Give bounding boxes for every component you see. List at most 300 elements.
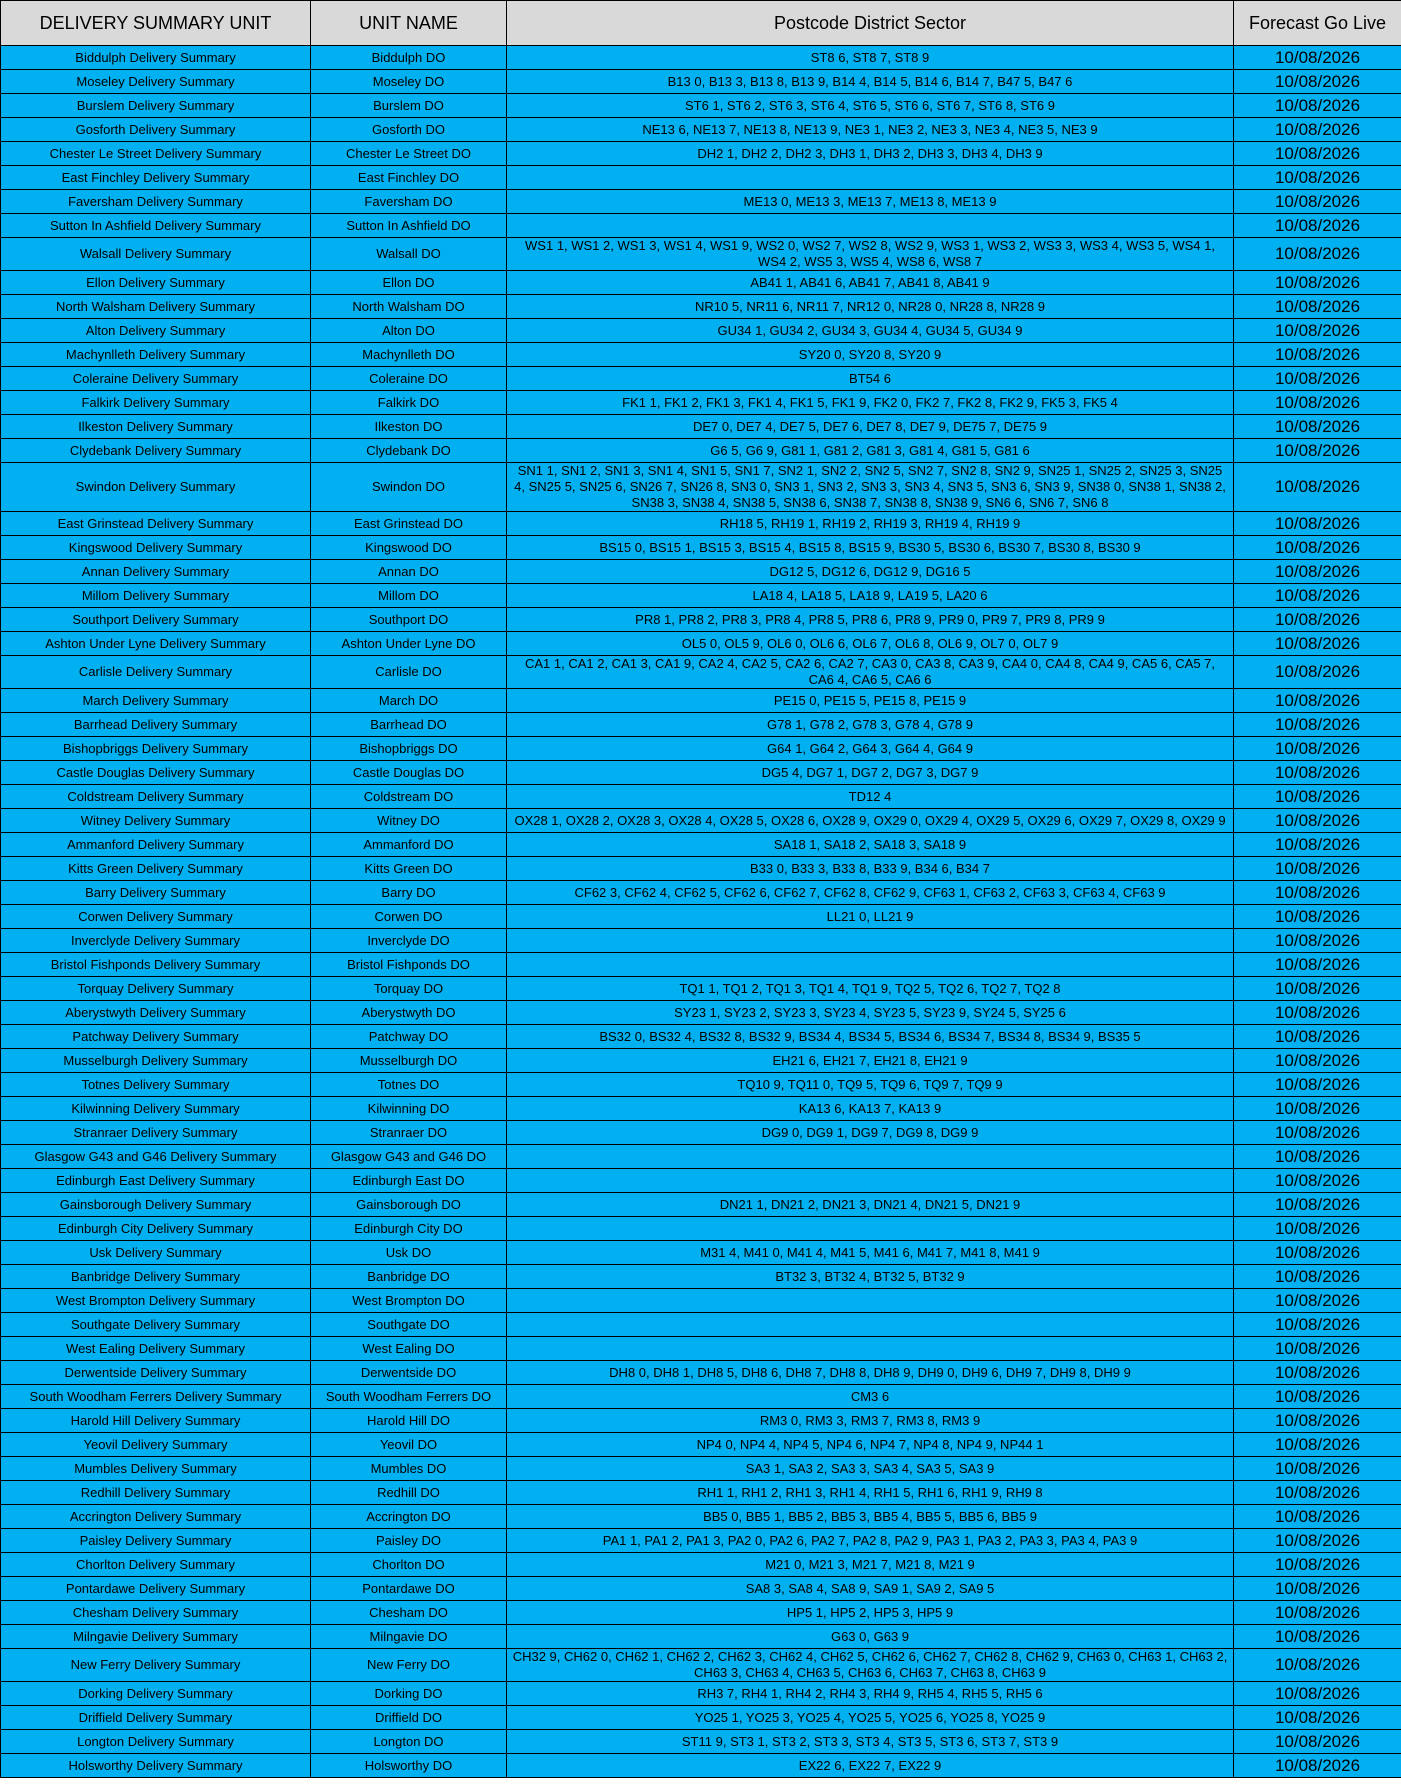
unit-name-cell: Chesham DO bbox=[311, 1601, 507, 1625]
forecast-go-live-cell: 10/08/2026 bbox=[1234, 1409, 1401, 1433]
postcode-sector-cell: BS15 0, BS15 1, BS15 3, BS15 4, BS15 8, BS15 9, BS30 5, BS30 6, BS30 7, BS30 8, BS30 9 bbox=[507, 536, 1234, 560]
postcode-sector-cell: RH18 5, RH19 1, RH19 2, RH19 3, RH19 4, RH19 9 bbox=[507, 512, 1234, 536]
delivery-summary-unit-cell: Kilwinning Delivery Summary bbox=[1, 1097, 311, 1121]
table-row bbox=[1, 118, 1401, 142]
forecast-go-live-cell: 10/08/2026 bbox=[1234, 319, 1401, 343]
forecast-go-live-cell: 10/08/2026 bbox=[1234, 905, 1401, 929]
postcode-sector-cell: NR10 5, NR11 6, NR11 7, NR12 0, NR28 0, NR28 8, NR28 9 bbox=[507, 295, 1234, 319]
postcode-sector-cell: ST8 6, ST8 7, ST8 9 bbox=[507, 46, 1234, 70]
table-row bbox=[1, 214, 1401, 238]
delivery-summary-unit-cell: Mumbles Delivery Summary bbox=[1, 1457, 311, 1481]
forecast-go-live-cell: 10/08/2026 bbox=[1234, 1706, 1401, 1730]
table-row bbox=[1, 70, 1401, 94]
forecast-go-live-cell: 10/08/2026 bbox=[1234, 560, 1401, 584]
postcode-sector-cell bbox=[507, 166, 1234, 190]
table-row bbox=[1, 1361, 1401, 1385]
header-forecast-go-live: Forecast Go Live bbox=[1234, 1, 1401, 46]
delivery-summary-unit-cell: Driffield Delivery Summary bbox=[1, 1706, 311, 1730]
table-row bbox=[1, 857, 1401, 881]
unit-name-cell: Moseley DO bbox=[311, 70, 507, 94]
unit-name-cell: East Grinstead DO bbox=[311, 512, 507, 536]
delivery-summary-unit-cell: Biddulph Delivery Summary bbox=[1, 46, 311, 70]
postcode-sector-cell: TD12 4 bbox=[507, 785, 1234, 809]
forecast-go-live-cell: 10/08/2026 bbox=[1234, 46, 1401, 70]
unit-name-cell: North Walsham DO bbox=[311, 295, 507, 319]
delivery-summary-unit-cell: Chorlton Delivery Summary bbox=[1, 1553, 311, 1577]
unit-name-cell: Usk DO bbox=[311, 1241, 507, 1265]
unit-name-cell: Southgate DO bbox=[311, 1313, 507, 1337]
delivery-summary-unit-cell: March Delivery Summary bbox=[1, 689, 311, 713]
forecast-go-live-cell: 10/08/2026 bbox=[1234, 1682, 1401, 1706]
forecast-go-live-cell: 10/08/2026 bbox=[1234, 166, 1401, 190]
delivery-summary-unit-cell: Accrington Delivery Summary bbox=[1, 1505, 311, 1529]
unit-name-cell: Chorlton DO bbox=[311, 1553, 507, 1577]
forecast-go-live-cell: 10/08/2026 bbox=[1234, 1754, 1401, 1778]
postcode-sector-cell: RM3 0, RM3 3, RM3 7, RM3 8, RM3 9 bbox=[507, 1409, 1234, 1433]
forecast-go-live-cell: 10/08/2026 bbox=[1234, 1097, 1401, 1121]
unit-name-cell: Mumbles DO bbox=[311, 1457, 507, 1481]
postcode-sector-cell: OL5 0, OL5 9, OL6 0, OL6 6, OL6 7, OL6 8, OL6 9, OL7 0, OL7 9 bbox=[507, 632, 1234, 656]
table-row bbox=[1, 1337, 1401, 1361]
table-row bbox=[1, 689, 1401, 713]
postcode-sector-cell bbox=[507, 1337, 1234, 1361]
delivery-summary-unit-cell: Paisley Delivery Summary bbox=[1, 1529, 311, 1553]
postcode-sector-cell: DG12 5, DG12 6, DG12 9, DG16 5 bbox=[507, 560, 1234, 584]
unit-name-cell: Barry DO bbox=[311, 881, 507, 905]
postcode-sector-cell: KA13 6, KA13 7, KA13 9 bbox=[507, 1097, 1234, 1121]
postcode-sector-cell: NP4 0, NP4 4, NP4 5, NP4 6, NP4 7, NP4 8, NP4 9, NP44 1 bbox=[507, 1433, 1234, 1457]
forecast-go-live-cell: 10/08/2026 bbox=[1234, 1505, 1401, 1529]
table-row bbox=[1, 367, 1401, 391]
delivery-summary-unit-cell: Southgate Delivery Summary bbox=[1, 1313, 311, 1337]
postcode-sector-cell: BT32 3, BT32 4, BT32 5, BT32 9 bbox=[507, 1265, 1234, 1289]
forecast-go-live-cell: 10/08/2026 bbox=[1234, 1169, 1401, 1193]
unit-name-cell: Bristol Fishponds DO bbox=[311, 953, 507, 977]
table-row bbox=[1, 1169, 1401, 1193]
table-row bbox=[1, 1505, 1401, 1529]
table-row bbox=[1, 584, 1401, 608]
postcode-sector-cell bbox=[507, 1169, 1234, 1193]
unit-name-cell: Musselburgh DO bbox=[311, 1049, 507, 1073]
unit-name-cell: Castle Douglas DO bbox=[311, 761, 507, 785]
forecast-go-live-cell: 10/08/2026 bbox=[1234, 1553, 1401, 1577]
table-row bbox=[1, 1601, 1401, 1625]
unit-name-cell: Edinburgh City DO bbox=[311, 1217, 507, 1241]
delivery-summary-unit-cell: Banbridge Delivery Summary bbox=[1, 1265, 311, 1289]
postcode-sector-cell: TQ1 1, TQ1 2, TQ1 3, TQ1 4, TQ1 9, TQ2 5, TQ2 6, TQ2 7, TQ2 8 bbox=[507, 977, 1234, 1001]
delivery-summary-unit-cell: Faversham Delivery Summary bbox=[1, 190, 311, 214]
delivery-summary-unit-cell: Sutton In Ashfield Delivery Summary bbox=[1, 214, 311, 238]
table-row bbox=[1, 1730, 1401, 1754]
unit-name-cell: Redhill DO bbox=[311, 1481, 507, 1505]
forecast-go-live-cell: 10/08/2026 bbox=[1234, 857, 1401, 881]
delivery-summary-unit-cell: Millom Delivery Summary bbox=[1, 584, 311, 608]
unit-name-cell: Longton DO bbox=[311, 1730, 507, 1754]
postcode-sector-cell: G78 1, G78 2, G78 3, G78 4, G78 9 bbox=[507, 713, 1234, 737]
table-row bbox=[1, 1682, 1401, 1706]
unit-name-cell: Carlisle DO bbox=[311, 656, 507, 689]
unit-name-cell: Corwen DO bbox=[311, 905, 507, 929]
delivery-summary-unit-cell: Burslem Delivery Summary bbox=[1, 94, 311, 118]
unit-name-cell: Yeovil DO bbox=[311, 1433, 507, 1457]
unit-name-cell: Annan DO bbox=[311, 560, 507, 584]
forecast-go-live-cell: 10/08/2026 bbox=[1234, 415, 1401, 439]
delivery-summary-unit-cell: Moseley Delivery Summary bbox=[1, 70, 311, 94]
unit-name-cell: Aberystwyth DO bbox=[311, 1001, 507, 1025]
delivery-summary-unit-cell: Castle Douglas Delivery Summary bbox=[1, 761, 311, 785]
delivery-summary-unit-cell: Barrhead Delivery Summary bbox=[1, 713, 311, 737]
delivery-summary-unit-cell: Holsworthy Delivery Summary bbox=[1, 1754, 311, 1778]
unit-name-cell: Kingswood DO bbox=[311, 536, 507, 560]
forecast-go-live-cell: 10/08/2026 bbox=[1234, 632, 1401, 656]
forecast-go-live-cell: 10/08/2026 bbox=[1234, 929, 1401, 953]
delivery-summary-unit-cell: Southport Delivery Summary bbox=[1, 608, 311, 632]
delivery-summary-unit-cell: Ammanford Delivery Summary bbox=[1, 833, 311, 857]
delivery-summary-unit-cell: Annan Delivery Summary bbox=[1, 560, 311, 584]
unit-name-cell: Pontardawe DO bbox=[311, 1577, 507, 1601]
forecast-go-live-cell: 10/08/2026 bbox=[1234, 608, 1401, 632]
table-row bbox=[1, 1553, 1401, 1577]
unit-name-cell: Paisley DO bbox=[311, 1529, 507, 1553]
delivery-summary-unit-cell: Torquay Delivery Summary bbox=[1, 977, 311, 1001]
postcode-sector-cell: CM3 6 bbox=[507, 1385, 1234, 1409]
forecast-go-live-cell: 10/08/2026 bbox=[1234, 142, 1401, 166]
postcode-sector-cell: FK1 1, FK1 2, FK1 3, FK1 4, FK1 5, FK1 9, FK2 0, FK2 7, FK2 8, FK2 9, FK5 3, FK5 4 bbox=[507, 391, 1234, 415]
forecast-go-live-cell: 10/08/2026 bbox=[1234, 1289, 1401, 1313]
unit-name-cell: West Brompton DO bbox=[311, 1289, 507, 1313]
postcode-sector-cell: SN1 1, SN1 2, SN1 3, SN1 4, SN1 5, SN1 7, SN2 1, SN2 2, SN2 5, SN2 7, SN2 8, SN2 9, SN25 1, SN25 2, SN25 3, SN25 4, SN25 5, SN25 6, SN26 7, SN26 8, SN3 0, SN3 1, SN3 2, SN3 3, SN3 4, SN3 5, SN3 6, SN3 9, SN38 0, SN38 1, SN38 2, SN38 3, SN38 4, SN38 5, SN38 6, SN38 7, SN38 8, SN38 9, SN6 6, SN6 7, SN6 8 bbox=[507, 463, 1234, 512]
unit-name-cell: Holsworthy DO bbox=[311, 1754, 507, 1778]
postcode-sector-cell: LA18 4, LA18 5, LA18 9, LA19 5, LA20 6 bbox=[507, 584, 1234, 608]
postcode-sector-cell bbox=[507, 1217, 1234, 1241]
unit-name-cell: Totnes DO bbox=[311, 1073, 507, 1097]
table-row bbox=[1, 785, 1401, 809]
table-row bbox=[1, 1457, 1401, 1481]
unit-name-cell: Edinburgh East DO bbox=[311, 1169, 507, 1193]
postcode-sector-cell: B33 0, B33 3, B33 8, B33 9, B34 6, B34 7 bbox=[507, 857, 1234, 881]
unit-name-cell: New Ferry DO bbox=[311, 1649, 507, 1682]
forecast-go-live-cell: 10/08/2026 bbox=[1234, 1145, 1401, 1169]
forecast-go-live-cell: 10/08/2026 bbox=[1234, 656, 1401, 689]
delivery-summary-unit-cell: Alton Delivery Summary bbox=[1, 319, 311, 343]
unit-name-cell: Alton DO bbox=[311, 319, 507, 343]
unit-name-cell: Sutton In Ashfield DO bbox=[311, 214, 507, 238]
forecast-go-live-cell: 10/08/2026 bbox=[1234, 881, 1401, 905]
postcode-sector-cell: M31 4, M41 0, M41 4, M41 5, M41 6, M41 7, M41 8, M41 9 bbox=[507, 1241, 1234, 1265]
delivery-summary-unit-cell: Swindon Delivery Summary bbox=[1, 463, 311, 512]
table-row bbox=[1, 1049, 1401, 1073]
forecast-go-live-cell: 10/08/2026 bbox=[1234, 367, 1401, 391]
delivery-summary-unit-cell: Totnes Delivery Summary bbox=[1, 1073, 311, 1097]
delivery-summary-unit-cell: Pontardawe Delivery Summary bbox=[1, 1577, 311, 1601]
forecast-go-live-cell: 10/08/2026 bbox=[1234, 1217, 1401, 1241]
unit-name-cell: Inverclyde DO bbox=[311, 929, 507, 953]
postcode-sector-cell: DH2 1, DH2 2, DH2 3, DH3 1, DH3 2, DH3 3, DH3 4, DH3 9 bbox=[507, 142, 1234, 166]
delivery-summary-unit-cell: Edinburgh City Delivery Summary bbox=[1, 1217, 311, 1241]
forecast-go-live-cell: 10/08/2026 bbox=[1234, 1481, 1401, 1505]
table-row bbox=[1, 1217, 1401, 1241]
postcode-sector-cell: G64 1, G64 2, G64 3, G64 4, G64 9 bbox=[507, 737, 1234, 761]
header-unit-name: UNIT NAME bbox=[311, 1, 507, 46]
forecast-go-live-cell: 10/08/2026 bbox=[1234, 1433, 1401, 1457]
table-row bbox=[1, 166, 1401, 190]
unit-name-cell: Torquay DO bbox=[311, 977, 507, 1001]
table-row bbox=[1, 632, 1401, 656]
table-row bbox=[1, 560, 1401, 584]
unit-name-cell: Coleraine DO bbox=[311, 367, 507, 391]
delivery-summary-unit-cell: Ellon Delivery Summary bbox=[1, 271, 311, 295]
forecast-go-live-cell: 10/08/2026 bbox=[1234, 295, 1401, 319]
table-row bbox=[1, 1193, 1401, 1217]
postcode-sector-cell: OX28 1, OX28 2, OX28 3, OX28 4, OX28 5, OX28 6, OX28 9, OX29 0, OX29 4, OX29 5, OX29 6, OX29 7, OX29 8, OX29 9 bbox=[507, 809, 1234, 833]
delivery-summary-unit-cell: New Ferry Delivery Summary bbox=[1, 1649, 311, 1682]
delivery-summary-unit-cell: Redhill Delivery Summary bbox=[1, 1481, 311, 1505]
unit-name-cell: Machynlleth DO bbox=[311, 343, 507, 367]
postcode-sector-cell: DG5 4, DG7 1, DG7 2, DG7 3, DG7 9 bbox=[507, 761, 1234, 785]
delivery-summary-unit-cell: North Walsham Delivery Summary bbox=[1, 295, 311, 319]
forecast-go-live-cell: 10/08/2026 bbox=[1234, 1730, 1401, 1754]
unit-name-cell: Patchway DO bbox=[311, 1025, 507, 1049]
table-row bbox=[1, 295, 1401, 319]
postcode-sector-cell: GU34 1, GU34 2, GU34 3, GU34 4, GU34 5, GU34 9 bbox=[507, 319, 1234, 343]
table-row bbox=[1, 1145, 1401, 1169]
postcode-sector-cell: RH3 7, RH4 1, RH4 2, RH4 3, RH4 9, RH5 4, RH5 5, RH5 6 bbox=[507, 1682, 1234, 1706]
table-row bbox=[1, 761, 1401, 785]
postcode-sector-cell: AB41 1, AB41 6, AB41 7, AB41 8, AB41 9 bbox=[507, 271, 1234, 295]
delivery-summary-unit-cell: Glasgow G43 and G46 Delivery Summary bbox=[1, 1145, 311, 1169]
forecast-go-live-cell: 10/08/2026 bbox=[1234, 833, 1401, 857]
postcode-sector-cell: WS1 1, WS1 2, WS1 3, WS1 4, WS1 9, WS2 0, WS2 7, WS2 8, WS2 9, WS3 1, WS3 2, WS3 3, WS3 4, WS3 5, WS4 1, WS4 2, WS5 3, WS5 4, WS8 6, WS8 7 bbox=[507, 238, 1234, 271]
delivery-summary-unit-cell: Machynlleth Delivery Summary bbox=[1, 343, 311, 367]
forecast-go-live-cell: 10/08/2026 bbox=[1234, 1001, 1401, 1025]
table-body bbox=[1, 46, 1401, 1778]
forecast-go-live-cell: 10/08/2026 bbox=[1234, 1577, 1401, 1601]
table-row bbox=[1, 1097, 1401, 1121]
postcode-sector-cell: ME13 0, ME13 3, ME13 7, ME13 8, ME13 9 bbox=[507, 190, 1234, 214]
postcode-sector-cell: SA8 3, SA8 4, SA8 9, SA9 1, SA9 2, SA9 5 bbox=[507, 1577, 1234, 1601]
table-row bbox=[1, 1241, 1401, 1265]
forecast-go-live-cell: 10/08/2026 bbox=[1234, 238, 1401, 271]
header-row bbox=[1, 1, 1401, 46]
delivery-summary-unit-cell: Harold Hill Delivery Summary bbox=[1, 1409, 311, 1433]
forecast-go-live-cell: 10/08/2026 bbox=[1234, 761, 1401, 785]
unit-name-cell: West Ealing DO bbox=[311, 1337, 507, 1361]
forecast-go-live-cell: 10/08/2026 bbox=[1234, 1361, 1401, 1385]
forecast-go-live-cell: 10/08/2026 bbox=[1234, 1625, 1401, 1649]
delivery-summary-unit-cell: East Finchley Delivery Summary bbox=[1, 166, 311, 190]
table-row bbox=[1, 1121, 1401, 1145]
table-row bbox=[1, 238, 1401, 271]
postcode-sector-cell: BT54 6 bbox=[507, 367, 1234, 391]
table-row bbox=[1, 271, 1401, 295]
table-row bbox=[1, 319, 1401, 343]
delivery-summary-unit-cell: Gosforth Delivery Summary bbox=[1, 118, 311, 142]
delivery-summary-unit-cell: Kingswood Delivery Summary bbox=[1, 536, 311, 560]
forecast-go-live-cell: 10/08/2026 bbox=[1234, 1337, 1401, 1361]
unit-name-cell: Kilwinning DO bbox=[311, 1097, 507, 1121]
forecast-go-live-cell: 10/08/2026 bbox=[1234, 1265, 1401, 1289]
postcode-sector-cell: YO25 1, YO25 3, YO25 4, YO25 5, YO25 6, YO25 8, YO25 9 bbox=[507, 1706, 1234, 1730]
table-row bbox=[1, 1529, 1401, 1553]
forecast-go-live-cell: 10/08/2026 bbox=[1234, 94, 1401, 118]
forecast-go-live-cell: 10/08/2026 bbox=[1234, 190, 1401, 214]
table-row bbox=[1, 190, 1401, 214]
forecast-go-live-cell: 10/08/2026 bbox=[1234, 785, 1401, 809]
postcode-sector-cell: CA1 1, CA1 2, CA1 3, CA1 9, CA2 4, CA2 5, CA2 6, CA2 7, CA3 0, CA3 8, CA3 9, CA4 0, CA4 8, CA4 9, CA5 6, CA5 7, CA6 4, CA6 5, CA6 6 bbox=[507, 656, 1234, 689]
forecast-go-live-cell: 10/08/2026 bbox=[1234, 689, 1401, 713]
delivery-summary-unit-cell: Gainsborough Delivery Summary bbox=[1, 1193, 311, 1217]
table-row bbox=[1, 833, 1401, 857]
delivery-summary-unit-cell: Walsall Delivery Summary bbox=[1, 238, 311, 271]
delivery-summary-unit-cell: Witney Delivery Summary bbox=[1, 809, 311, 833]
postcode-sector-cell: EX22 6, EX22 7, EX22 9 bbox=[507, 1754, 1234, 1778]
unit-name-cell: Swindon DO bbox=[311, 463, 507, 512]
table-row bbox=[1, 953, 1401, 977]
postcode-sector-cell: EH21 6, EH21 7, EH21 8, EH21 9 bbox=[507, 1049, 1234, 1073]
unit-name-cell: Accrington DO bbox=[311, 1505, 507, 1529]
forecast-go-live-cell: 10/08/2026 bbox=[1234, 463, 1401, 512]
postcode-sector-cell: G6 5, G6 9, G81 1, G81 2, G81 3, G81 4, G81 5, G81 6 bbox=[507, 439, 1234, 463]
table-row bbox=[1, 1025, 1401, 1049]
forecast-go-live-cell: 10/08/2026 bbox=[1234, 1529, 1401, 1553]
postcode-sector-cell: BB5 0, BB5 1, BB5 2, BB5 3, BB5 4, BB5 5, BB5 6, BB5 9 bbox=[507, 1505, 1234, 1529]
table-row bbox=[1, 1001, 1401, 1025]
postcode-sector-cell: DG9 0, DG9 1, DG9 7, DG9 8, DG9 9 bbox=[507, 1121, 1234, 1145]
table-row bbox=[1, 1385, 1401, 1409]
postcode-sector-cell bbox=[507, 214, 1234, 238]
forecast-go-live-cell: 10/08/2026 bbox=[1234, 70, 1401, 94]
postcode-sector-cell: CF62 3, CF62 4, CF62 5, CF62 6, CF62 7, CF62 8, CF62 9, CF63 1, CF63 2, CF63 3, CF63 4, CF63 9 bbox=[507, 881, 1234, 905]
forecast-go-live-cell: 10/08/2026 bbox=[1234, 1193, 1401, 1217]
forecast-go-live-cell: 10/08/2026 bbox=[1234, 1241, 1401, 1265]
delivery-summary-unit-cell: Falkirk Delivery Summary bbox=[1, 391, 311, 415]
forecast-go-live-cell: 10/08/2026 bbox=[1234, 391, 1401, 415]
forecast-go-live-cell: 10/08/2026 bbox=[1234, 536, 1401, 560]
postcode-sector-cell: PA1 1, PA1 2, PA1 3, PA2 0, PA2 6, PA2 7, PA2 8, PA2 9, PA3 1, PA3 2, PA3 3, PA3 4, PA3 9 bbox=[507, 1529, 1234, 1553]
unit-name-cell: Witney DO bbox=[311, 809, 507, 833]
table-row bbox=[1, 142, 1401, 166]
table-row bbox=[1, 463, 1401, 512]
postcode-sector-cell: DN21 1, DN21 2, DN21 3, DN21 4, DN21 5, DN21 9 bbox=[507, 1193, 1234, 1217]
postcode-sector-cell: TQ10 9, TQ11 0, TQ9 5, TQ9 6, TQ9 7, TQ9 9 bbox=[507, 1073, 1234, 1097]
table-row bbox=[1, 905, 1401, 929]
forecast-go-live-cell: 10/08/2026 bbox=[1234, 1457, 1401, 1481]
unit-name-cell: Dorking DO bbox=[311, 1682, 507, 1706]
table-row bbox=[1, 1481, 1401, 1505]
delivery-summary-unit-cell: Derwentside Delivery Summary bbox=[1, 1361, 311, 1385]
table-row bbox=[1, 536, 1401, 560]
forecast-go-live-cell: 10/08/2026 bbox=[1234, 1649, 1401, 1682]
delivery-summary-unit-cell: Longton Delivery Summary bbox=[1, 1730, 311, 1754]
unit-name-cell: Ammanford DO bbox=[311, 833, 507, 857]
delivery-summary-unit-cell: Ashton Under Lyne Delivery Summary bbox=[1, 632, 311, 656]
delivery-summary-unit-cell: Coldstream Delivery Summary bbox=[1, 785, 311, 809]
table-row bbox=[1, 608, 1401, 632]
forecast-go-live-cell: 10/08/2026 bbox=[1234, 584, 1401, 608]
unit-name-cell: Biddulph DO bbox=[311, 46, 507, 70]
delivery-summary-unit-cell: Aberystwyth Delivery Summary bbox=[1, 1001, 311, 1025]
forecast-go-live-cell: 10/08/2026 bbox=[1234, 439, 1401, 463]
unit-name-cell: Coldstream DO bbox=[311, 785, 507, 809]
table-row bbox=[1, 94, 1401, 118]
unit-name-cell: Harold Hill DO bbox=[311, 1409, 507, 1433]
header-delivery-summary-unit: DELIVERY SUMMARY UNIT bbox=[1, 1, 311, 46]
delivery-summary-unit-cell: Clydebank Delivery Summary bbox=[1, 439, 311, 463]
table-row bbox=[1, 343, 1401, 367]
unit-name-cell: South Woodham Ferrers DO bbox=[311, 1385, 507, 1409]
unit-name-cell: Millom DO bbox=[311, 584, 507, 608]
delivery-summary-unit-cell: South Woodham Ferrers Delivery Summary bbox=[1, 1385, 311, 1409]
delivery-summary-unit-cell: Yeovil Delivery Summary bbox=[1, 1433, 311, 1457]
postcode-sector-cell: LL21 0, LL21 9 bbox=[507, 905, 1234, 929]
unit-name-cell: Burslem DO bbox=[311, 94, 507, 118]
unit-name-cell: Walsall DO bbox=[311, 238, 507, 271]
unit-name-cell: Stranraer DO bbox=[311, 1121, 507, 1145]
postcode-sector-cell bbox=[507, 953, 1234, 977]
forecast-go-live-cell: 10/08/2026 bbox=[1234, 953, 1401, 977]
delivery-summary-unit-cell: Milngavie Delivery Summary bbox=[1, 1625, 311, 1649]
table-row bbox=[1, 46, 1401, 70]
unit-name-cell: Ellon DO bbox=[311, 271, 507, 295]
forecast-go-live-cell: 10/08/2026 bbox=[1234, 1025, 1401, 1049]
forecast-go-live-cell: 10/08/2026 bbox=[1234, 977, 1401, 1001]
table-row bbox=[1, 929, 1401, 953]
unit-name-cell: March DO bbox=[311, 689, 507, 713]
delivery-summary-unit-cell: Kitts Green Delivery Summary bbox=[1, 857, 311, 881]
forecast-go-live-cell: 10/08/2026 bbox=[1234, 1049, 1401, 1073]
unit-name-cell: Southport DO bbox=[311, 608, 507, 632]
delivery-summary-unit-cell: Carlisle Delivery Summary bbox=[1, 656, 311, 689]
forecast-go-live-cell: 10/08/2026 bbox=[1234, 271, 1401, 295]
postcode-sector-cell: NE13 6, NE13 7, NE13 8, NE13 9, NE3 1, NE3 2, NE3 3, NE3 4, NE3 5, NE3 9 bbox=[507, 118, 1234, 142]
unit-name-cell: Barrhead DO bbox=[311, 713, 507, 737]
table-row bbox=[1, 1649, 1401, 1682]
unit-name-cell: Clydebank DO bbox=[311, 439, 507, 463]
postcode-sector-cell: SA18 1, SA18 2, SA18 3, SA18 9 bbox=[507, 833, 1234, 857]
delivery-summary-unit-cell: East Grinstead Delivery Summary bbox=[1, 512, 311, 536]
table-row bbox=[1, 391, 1401, 415]
postcode-sector-cell bbox=[507, 929, 1234, 953]
postcode-sector-cell: M21 0, M21 3, M21 7, M21 8, M21 9 bbox=[507, 1553, 1234, 1577]
unit-name-cell: Banbridge DO bbox=[311, 1265, 507, 1289]
delivery-summary-unit-cell: Edinburgh East Delivery Summary bbox=[1, 1169, 311, 1193]
delivery-summary-unit-cell: Barry Delivery Summary bbox=[1, 881, 311, 905]
unit-name-cell: Falkirk DO bbox=[311, 391, 507, 415]
unit-name-cell: Driffield DO bbox=[311, 1706, 507, 1730]
postcode-sector-cell bbox=[507, 1145, 1234, 1169]
postcode-sector-cell: ST11 9, ST3 1, ST3 2, ST3 3, ST3 4, ST3 5, ST3 6, ST3 7, ST3 9 bbox=[507, 1730, 1234, 1754]
delivery-summary-unit-cell: Ilkeston Delivery Summary bbox=[1, 415, 311, 439]
forecast-go-live-cell: 10/08/2026 bbox=[1234, 118, 1401, 142]
forecast-go-live-cell: 10/08/2026 bbox=[1234, 809, 1401, 833]
postcode-sector-cell: HP5 1, HP5 2, HP5 3, HP5 9 bbox=[507, 1601, 1234, 1625]
forecast-go-live-cell: 10/08/2026 bbox=[1234, 1601, 1401, 1625]
table-row bbox=[1, 1073, 1401, 1097]
delivery-summary-unit-cell: West Brompton Delivery Summary bbox=[1, 1289, 311, 1313]
unit-name-cell: East Finchley DO bbox=[311, 166, 507, 190]
delivery-summary-unit-cell: West Ealing Delivery Summary bbox=[1, 1337, 311, 1361]
table-row bbox=[1, 1289, 1401, 1313]
delivery-summary-unit-cell: Inverclyde Delivery Summary bbox=[1, 929, 311, 953]
delivery-summary-unit-cell: Stranraer Delivery Summary bbox=[1, 1121, 311, 1145]
forecast-go-live-cell: 10/08/2026 bbox=[1234, 737, 1401, 761]
table-row bbox=[1, 439, 1401, 463]
postcode-sector-cell: B13 0, B13 3, B13 8, B13 9, B14 4, B14 5, B14 6, B14 7, B47 5, B47 6 bbox=[507, 70, 1234, 94]
postcode-sector-cell: DH8 0, DH8 1, DH8 5, DH8 6, DH8 7, DH8 8, DH8 9, DH9 0, DH9 6, DH9 7, DH9 8, DH9 9 bbox=[507, 1361, 1234, 1385]
forecast-go-live-cell: 10/08/2026 bbox=[1234, 1313, 1401, 1337]
table-row bbox=[1, 737, 1401, 761]
forecast-go-live-cell: 10/08/2026 bbox=[1234, 214, 1401, 238]
